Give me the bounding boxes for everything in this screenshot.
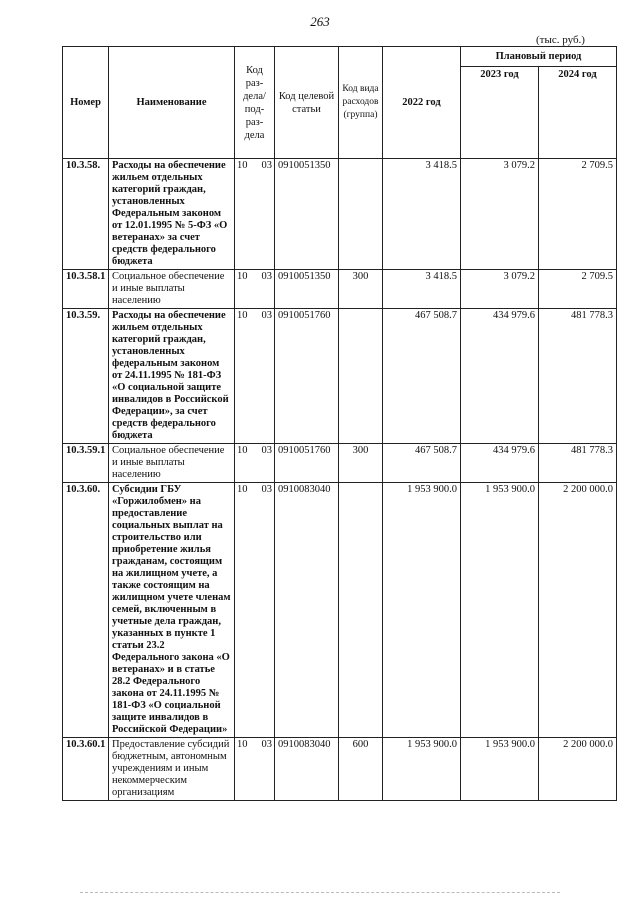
row-expense-code (339, 309, 383, 444)
header-number: Номер (63, 47, 109, 159)
row-target-code: 0910051760 (275, 309, 339, 444)
subsection-code: 03 (261, 271, 272, 282)
row-name: Социальное обеспечение и иные выплаты населению (109, 270, 235, 309)
row-number: 10.3.60. (63, 483, 109, 738)
row-number: 10.3.59.1 (63, 444, 109, 483)
row-amount-2024: 2 709.5 (539, 270, 617, 309)
row-number: 10.3.59. (63, 309, 109, 444)
row-target-code: 0910051350 (275, 270, 339, 309)
row-expense-code: 300 (339, 444, 383, 483)
header-target-code: Код целевой статьи (275, 47, 339, 159)
row-section-code (235, 444, 275, 483)
subsection-code: 03 (261, 739, 272, 750)
budget-table (62, 46, 617, 801)
row-amount-2023: 434 979.6 (461, 309, 539, 444)
row-amount-2023: 3 079.2 (461, 159, 539, 270)
row-number: 10.3.60.1 (63, 738, 109, 801)
header-2022: 2022 год (383, 47, 461, 159)
row-amount-2023: 434 979.6 (461, 444, 539, 483)
subsection-code: 03 (261, 445, 272, 456)
row-section-code (235, 309, 275, 444)
section-code: 10 (237, 160, 248, 171)
subsection-code: 03 (261, 310, 272, 321)
table-row (63, 309, 617, 444)
row-target-code: 0910051350 (275, 159, 339, 270)
scan-edge-noise (80, 892, 560, 896)
section-subsection (237, 310, 272, 322)
row-amount-2022: 3 418.5 (383, 270, 461, 309)
row-amount-2024: 2 200 000.0 (539, 483, 617, 738)
row-expense-code: 600 (339, 738, 383, 801)
page-number: 263 (310, 14, 330, 29)
section-subsection (237, 160, 272, 172)
row-amount-2022: 3 418.5 (383, 159, 461, 270)
row-target-code: 0910051760 (275, 444, 339, 483)
section-code: 10 (237, 310, 248, 321)
row-name: Предоставление субсидий бюджетным, автономным учреждениям и иным некоммерческим организациям (109, 738, 235, 801)
table-row (63, 444, 617, 483)
section-code: 10 (237, 445, 248, 456)
row-expense-code: 300 (339, 270, 383, 309)
subsection-code: 03 (261, 484, 272, 495)
row-number: 10.3.58. (63, 159, 109, 270)
table-row (63, 738, 617, 801)
row-name: Расходы на обеспечение жильем отдельных категорий граждан, установленных федеральным законом от 24.11.1995 № 181-ФЗ «О социальной защите инвалидов в Российской Федерации», за счет средств федерального бюджета (109, 309, 235, 444)
section-subsection (237, 739, 272, 751)
header-2023: 2023 год (461, 67, 539, 159)
row-section-code (235, 483, 275, 738)
unit-label: (тыс. руб.) (536, 34, 585, 46)
row-amount-2024: 2 200 000.0 (539, 738, 617, 801)
section-subsection (237, 484, 272, 496)
row-amount-2023: 1 953 900.0 (461, 738, 539, 801)
row-section-code (235, 270, 275, 309)
header-expense-code: Код вида расходов (группа) (339, 47, 383, 159)
header-section-code: Код раз-дела/ под-раз-дела (235, 47, 275, 159)
table-row (63, 483, 617, 738)
row-amount-2022: 1 953 900.0 (383, 483, 461, 738)
row-amount-2023: 1 953 900.0 (461, 483, 539, 738)
row-target-code: 0910083040 (275, 483, 339, 738)
row-section-code (235, 159, 275, 270)
header-planned-period: Плановый период (461, 47, 617, 67)
row-amount-2022: 467 508.7 (383, 444, 461, 483)
table-body (63, 159, 617, 801)
row-amount-2024: 2 709.5 (539, 159, 617, 270)
row-expense-code (339, 159, 383, 270)
row-name: Социальное обеспечение и иные выплаты населению (109, 444, 235, 483)
section-subsection (237, 445, 272, 457)
header-2024: 2024 год (539, 67, 617, 159)
row-amount-2023: 3 079.2 (461, 270, 539, 309)
subsection-code: 03 (261, 160, 272, 171)
row-name: Субсидии ГБУ «Горжилобмен» на предоставление социальных выплат на строительство или приобретение жилья гражданам, состоящим на жилищном учете, а также состоящим на жилищном учете членам семей, включенным в учетные дела граждан, указанных в пункте 1 статьи 23.2 Федерального закона «О ветеранах» и в статье 28.2 Федерального закона от 24.11.1995 № 181-ФЗ «О социальной защите инвалидов в Российской Федерации» (109, 483, 235, 738)
section-subsection (237, 271, 272, 283)
table-row (63, 270, 617, 309)
row-target-code: 0910083040 (275, 738, 339, 801)
row-section-code (235, 738, 275, 801)
row-amount-2024: 481 778.3 (539, 309, 617, 444)
row-number: 10.3.58.1 (63, 270, 109, 309)
row-name: Расходы на обеспечение жильем отдельных категорий граждан, установленных Федеральным законом от 12.01.1995 № 5-ФЗ «О ветеранах» за счет средств федерального бюджета (109, 159, 235, 270)
header-name: Наименование (109, 47, 235, 159)
row-amount-2022: 1 953 900.0 (383, 738, 461, 801)
row-amount-2022: 467 508.7 (383, 309, 461, 444)
row-expense-code (339, 483, 383, 738)
section-code: 10 (237, 739, 248, 750)
section-code: 10 (237, 484, 248, 495)
table-header (63, 47, 617, 159)
row-amount-2024: 481 778.3 (539, 444, 617, 483)
table-row (63, 159, 617, 270)
section-code: 10 (237, 271, 248, 282)
